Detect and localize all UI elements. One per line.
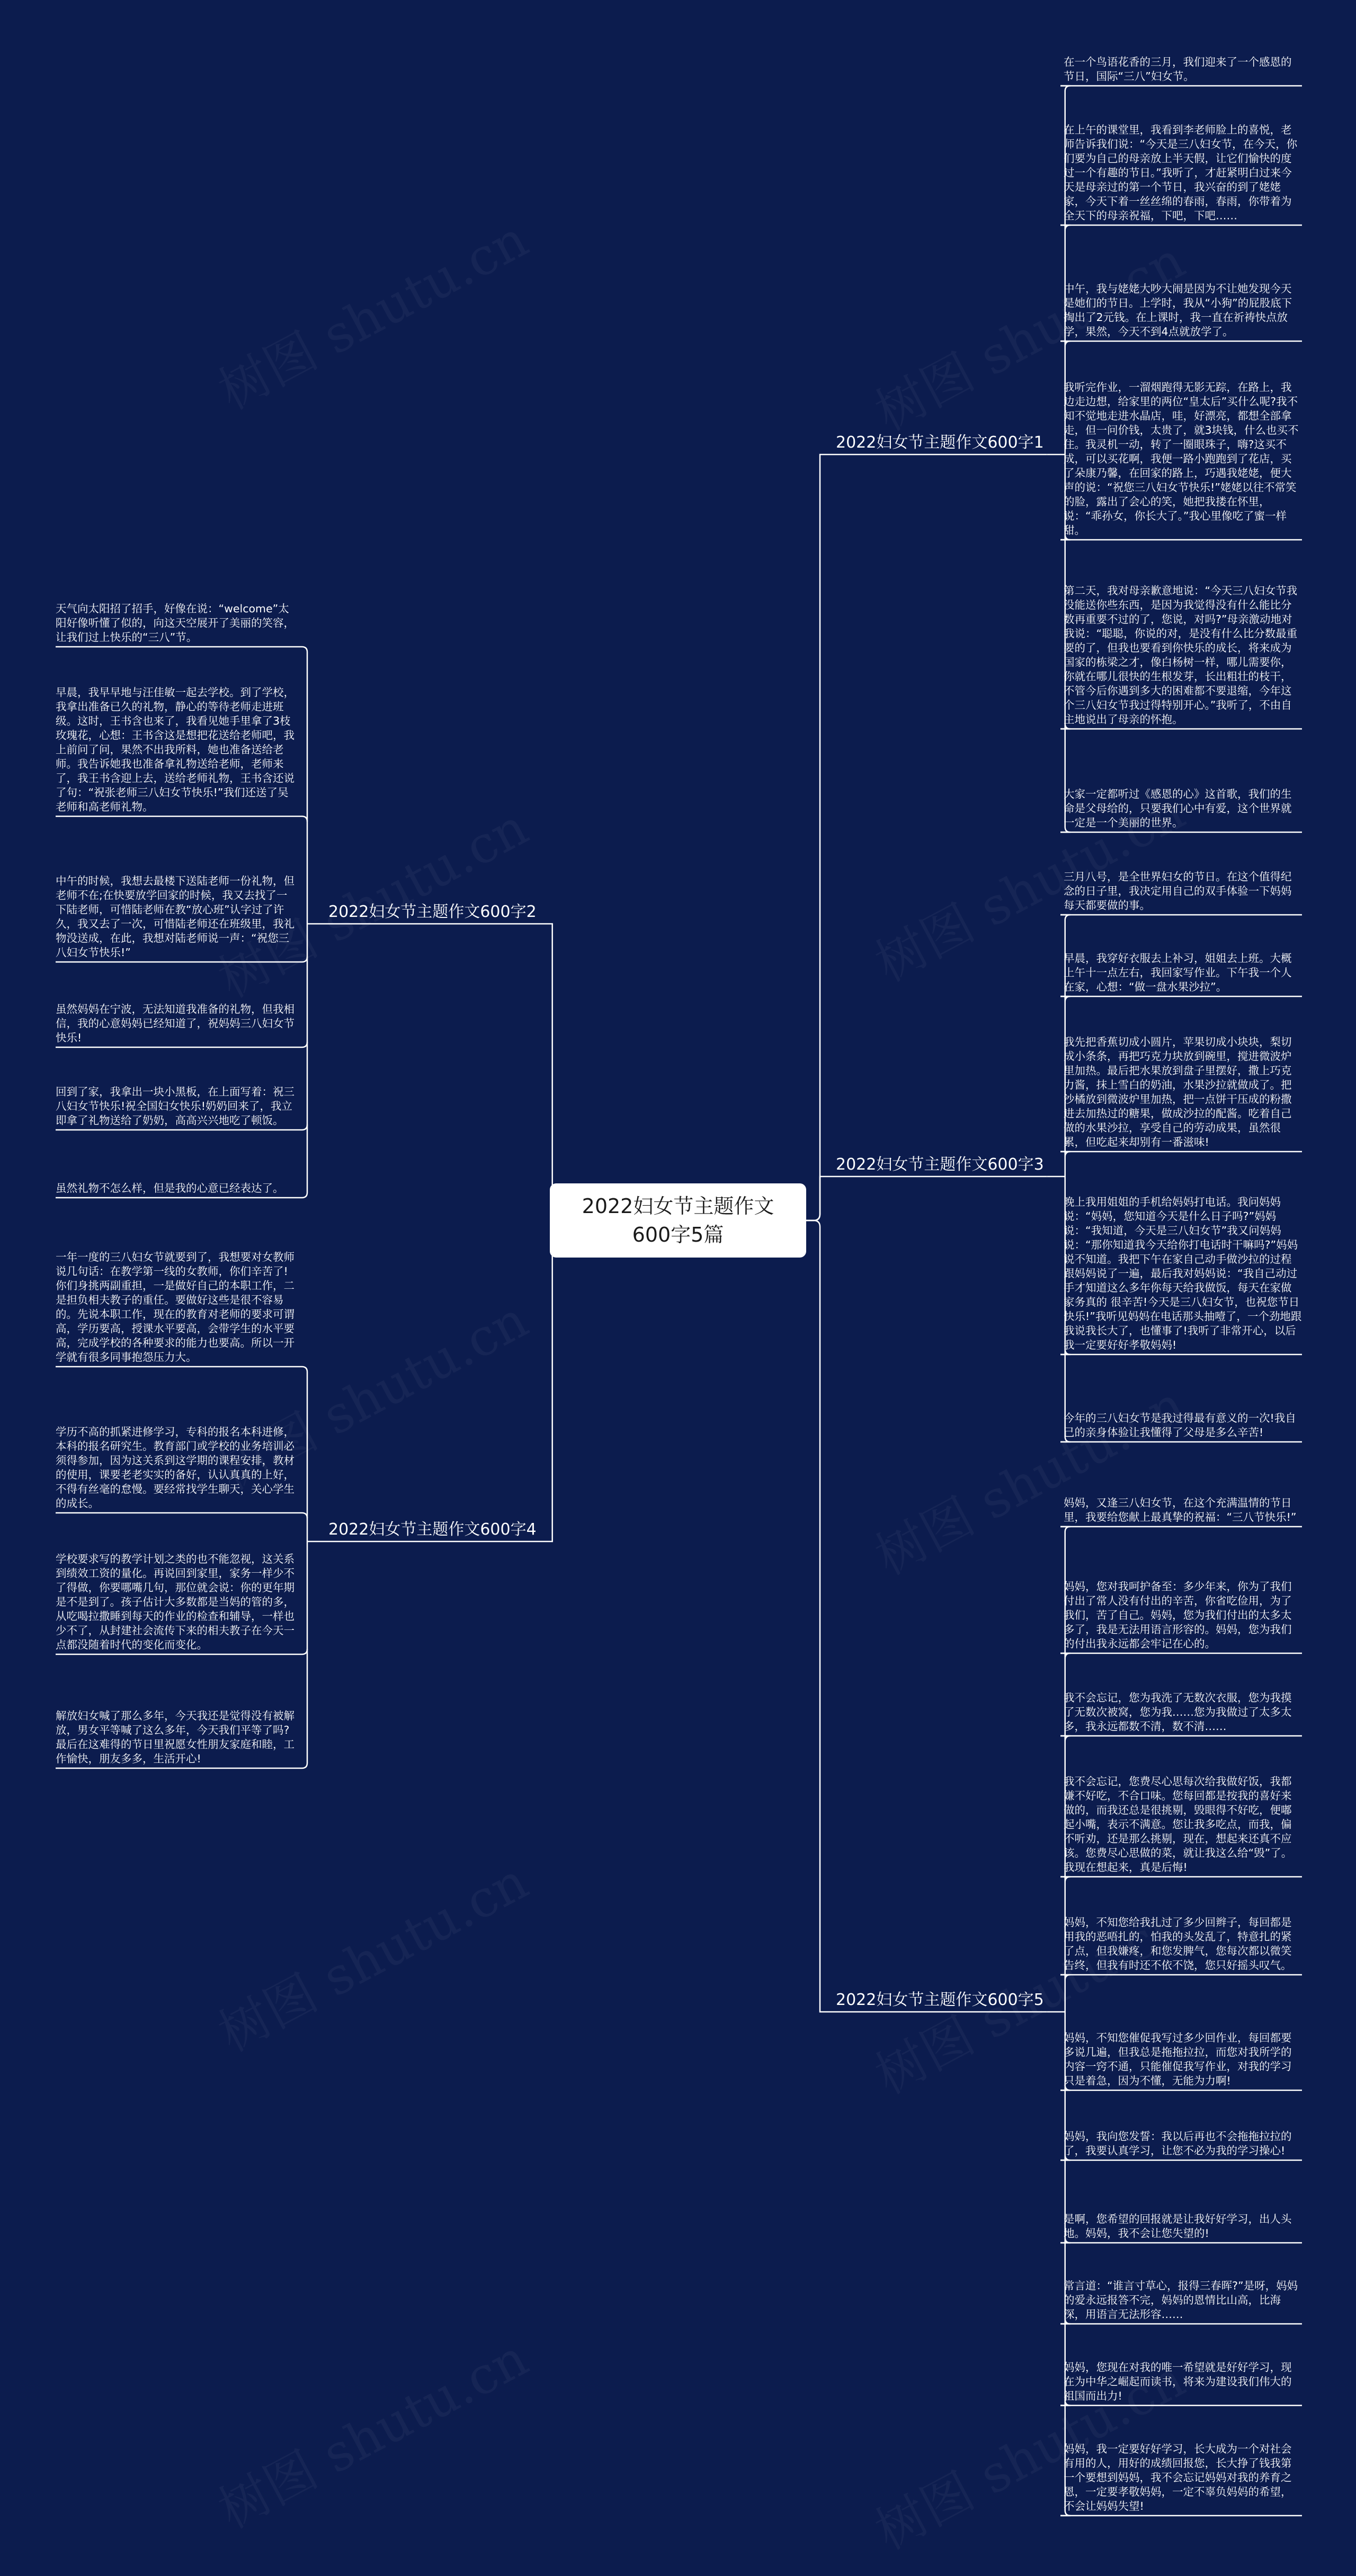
leaf-2-1: 天气向太阳招了招手，好像在说：“welcome”太阳好像听懂了似的，向这天空展开了美丽的笑容，让我们过上快乐的“三八”节。 [56,602,295,644]
branch-to-leaf-connector [298,1192,307,1198]
branch-to-leaf-connector [298,1649,307,1654]
branch-to-leaf-connector [298,816,307,822]
root-to-branch-connector [806,1220,1047,2012]
branch-label: 2022妇女节主题作文600字1 [836,433,1044,452]
leaf-5-2: 妈妈，您对我呵护备至：多少年来，你为了我们付出了常人没有付出的辛苦，你省吃俭用，为了我们，苦了自己。妈妈，您为我们付出的太多太多了，我是无法用语言形容的。妈妈，您为我们的付出我永远都会牢记在心的。 [1064,1580,1292,1650]
leaf-1-3: 中午，我与姥姥大吵大闹是因为不让她发现今天是她们的节日。上学时，我从“小狗”的屁股底下掏出了2元钱。在上课时，我一直在祈祷快点放学，果然，今天不到4点就放学了。 [1064,282,1292,338]
leaf-2-2: 早晨，我早早地与汪佳敏一起去学校。到了学校，我拿出准备已久的礼物，静心的等待老师走进班级。这时，王书含也来了，我看见她手里拿了3枝玫瑰花，心想：王书含这是想把花送给老师吧，我上前问了问，果然不出我所料，她也准备送给老师。我告诉她我也准备拿礼物送给老师，老师来了，我王书含迎上去，送给老师礼物，王书含还说了句：“祝张老师三八妇女节快乐!”我们还送了吴老师和高老师礼物。 [56,686,295,813]
branch-to-leaf-connector [298,1367,307,1372]
branch-to-leaf-connector [298,1513,307,1518]
leaf-3-3: 我先把香蕉切成小圆片，苹果切成小块块，梨切成小条条，再把巧克力块放到碗里，搅进微波炉里加热。最后把水果放到盘子里摆好，撒上巧克力酱，抹上雪白的奶油，水果沙拉就做成了。把沙橘放到微波炉里加热，把一点饼干压成的粉撒进去加热过的糖果，做成沙拉的配酱。吃着自己做的水果沙拉，享受自己的劳动成果，虽然很累，但吃起来却别有一番滋味! [1064,1036,1292,1148]
root-to-branch-connector [806,454,1047,1220]
leaf-5-6: 妈妈，不知您催促我写过多少回作业，每回都要多说几遍，但我总是拖拖拉拉，而您对我所学的内容一窍不通，只能催促我写作业，对我的学习只是着急，因为不懂，无能为力啊! [1064,2031,1292,2087]
leaf-2-5: 回到了家，我拿出一块小黑板，在上面写着：祝三八妇女节快乐!祝全国妇女快乐!奶奶回来了，我立即拿了礼物送给了奶奶，高高兴兴地吃了顿饭。 [56,1085,295,1127]
branch-label: 2022妇女节主题作文600字4 [328,1520,537,1539]
leaf-4-2: 学历不高的抓紧进修学习，专科的报名本科进修，本科的报名研究生。教育部门或学校的业务培训必须得参加，因为这关系到这学期的课程安排，教材的使用，课要老老实实的备好，认认真真的上好，不得有丝毫的怠慢。要经常找学生聊天，关心学生的成长。 [56,1425,295,1510]
root-to-branch-connector [806,1176,1047,1220]
root-to-branch-connector [325,1220,559,1541]
leaf-5-11: 妈妈，我一定要好好学习，长大成为一个对社会有用的人，用好的成绩回报您，长大挣了钱我第一个要想到妈妈，我不会忘记妈妈对我的养育之恩，一定要孝敬妈妈，一定不辜负妈妈的希望，不会让妈妈失望! [1064,2443,1292,2512]
leaf-4-4: 解放妇女喊了那么多年，今天我还是觉得没有被解放，男女平等喊了这么多年，今天我们平等了吗?最后在这难得的节日里祝愿女性朋友家庭和睦，工作愉快，朋友多多，生活开心! [56,1709,295,1765]
root-topic-label: 2022妇女节主题作文600字5篇 [582,1195,774,1246]
branch-to-leaf-connector [1060,915,1070,920]
leaf-2-3: 中午的时候，我想去最楼下送陆老师一份礼物，但老师不在;在快要放学回家的时候，我又去找了一下陆老师，可惜陆老师在教“放心班”认字过了许久，我又去了一次，可惜陆老师还在班级里，我礼物没送成，在此，我想对陆老师说一声：“祝您三八妇女节快乐!” [56,875,295,959]
leaf-5-8: 是啊，您希望的回报就是让我好好学习，出人头地。妈妈，我不会让您失望的! [1064,2213,1292,2240]
leaf-3-5: 今年的三八妇女节是我过得最有意义的一次!我自己的亲身体验让我懂得了父母是多么辛苦! [1064,1412,1296,1439]
leaf-3-1: 三月八号，是全世界妇女的节日。在这个值得纪念的日子里，我决定用自己的双手体验一下妈妈每天都要做的事。 [1064,870,1292,912]
branch-label: 2022妇女节主题作文600字2 [328,903,537,921]
leaf-2-4: 虽然妈妈在宁波，无法知道我准备的礼物，但我相信，我的心意妈妈已经知道了，祝妈妈三八妇女节快乐! [56,1003,295,1044]
branch-to-leaf-connector [298,647,307,652]
leaf-5-9: 常言道：“谁言寸草心，报得三春晖?”是呀，妈妈的爱永远报答不完，妈妈的恩情比山高，比海深，用语言无法形容…… [1064,2279,1298,2321]
branch-topic-1[interactable] [836,433,1044,452]
branch-label: 2022妇女节主题作文600字3 [836,1155,1044,1174]
leaf-3-2: 早晨，我穿好衣服去上补习，姐姐去上班。大概上午十一点左右，我回家写作业。下午我一个人在家，心想：“做一盘水果沙拉”。 [1064,952,1292,993]
branch-to-leaf-connector [298,1042,307,1047]
leaf-1-2: 在上午的课堂里，我看到李老师脸上的喜悦，老师告诉我们说：“今天是三八妇女节，在今天，你们要为自己的母亲放上半天假，让它们愉快的度过一个有趣的节日。”我听了，才赶紧明白过来今天是母亲过的第一个节日，我兴奋的到了姥姥家，今天下着一丝丝绵的春雨，春雨，你带着为全天下的母亲祝福，下吧，下吧…… [1064,123,1298,222]
branch-topic-5[interactable] [836,1991,1044,2010]
leaf-1-6: 大家一定都听过《感恩的心》这首歌，我们的生命是父母给的，只要我们心中有爱，这个世界就一定是一个美丽的世界。 [1064,788,1292,829]
leaf-5-7: 妈妈，我向您发誓：我以后再也不会拖拖拉拉的了，我要认真学习，让您不必为我的学习操心! [1064,2130,1292,2157]
leaf-1-1: 在一个鸟语花香的三月，我们迎来了一个感恩的节日，国际“三八”妇女节。 [1064,56,1292,83]
leaf-1-4: 我听完作业，一溜烟跑得无影无踪，在路上，我边走边想，给家里的两位“皇太后”买什么呢?我不知不觉地走进水晶店，哇，好漂亮，都想全部拿走，但一问价钱，太贵了，就3块钱，什么也买不住。我灵机一动，转了一圈眼珠子，嗨?这买不成，可以买花啊，我便一路小跑跑到了花店，买了朵康乃馨，在回家的路上，巧遇我姥姥，便大声的说：“祝您三八妇女节快乐!”姥姥以往不常笑的脸，露出了会心的笑，她把我搂在怀里，说：“乖孙女，你长大了。”我心里像吃了蜜一样甜。 [1064,381,1299,537]
leaf-5-1: 妈妈，又逢三八妇女节，在这个充满温情的节日里，我要给您献上最真挚的祝福：“三八节快乐!” [1064,1496,1297,1523]
leaf-3-4: 晚上我用姐姐的手机给妈妈打电话。我问妈妈说：“妈妈，您知道今天是什么日子吗?”妈妈说：“我知道，今天是三八妇女节”我又问妈妈说：“那你知道我今天给你打电话时干嘛吗?”妈妈说不知道。我把下午在家自己动手做沙拉的过程跟妈妈说了一遍，最后我对妈妈说：“我自己动过手才知道这么多年你每天给我做饭，每天在家做家务真的 很辛苦!今天是三八妇女节，也祝您节日快乐!”我听见妈妈在电话那头抽噎了，一个劲地跟我说我长大了，也懂事了!我听了非常开心，以后我一定要好好孝敬妈妈! [1064,1196,1302,1351]
branch-to-leaf-connector [1060,1527,1070,1532]
branch-topic-3[interactable] [836,1155,1044,1174]
branch-topic-4[interactable] [328,1520,537,1539]
leaf-5-5: 妈妈，不知您给我扎过了多少回辫子，每回都是用我的恶唔扎的，怕我的头发乱了，特意扎的紧了点，但我嫌疼，和您发脾气，您每次都以微笑告终，但我有时还不依不饶，您只好摇头叹气。 [1064,1916,1292,1972]
leaf-5-10: 妈妈，您现在对我的唯一希望就是好好学习，现在为中华之崛起而读书，将来为建设我们伟大的祖国而出力! [1064,2361,1292,2402]
branch-to-leaf-connector [1060,86,1070,91]
branch-to-leaf-connector [298,957,307,962]
branch-label: 2022妇女节主题作文600字5 [836,1991,1044,2009]
branch-topic-2[interactable] [328,903,537,922]
root-to-branch-connector [325,924,559,1220]
leaf-1-5: 第二天，我对母亲歉意地说：“今天三八妇女节我没能送你些东西，是因为我觉得没有什么能比分数再重要不过的了，您说，对吗?”母亲激动地对我说：“聪聪，你说的对，是没有什么比分数最重要的了，但我也要看到你快乐的成长，将来成为国家的栋梁之才，像白杨树一样，哪儿需要你，你就在哪儿很快的生根发芽，长出粗壮的枝干，不管今后你遇到多大的困难都不要退缩，今年这个三八妇女节我过得特别开心。”我听了，不由自主地说出了母亲的怀抱。 [1064,584,1298,726]
leaf-5-4: 我不会忘记，您费尽心思每次给我做好饭，我都嫌不好吃，不合口味。您每回都是按我的喜好来做的，而我还总是很挑剔，毁眼得不好吃，便嘟起小嘴，表示不满意。您让我多吃点，而我，偏不听劝，还是那么挑剔，现在，想起来还真不应该。您费尽心思做的菜，就让我这么给“毁”了。我现在想起来，真是后悔! [1064,1775,1292,1874]
leaf-4-1: 一年一度的三八妇女节就要到了，我想要对女教师说几句话：在教学第一线的女教师，你们辛苦了!你们身挑两副重担，一是做好自己的本职工作，二是担负相夫教子的重任。要做好这些是很不容易的。先说本职工作，现在的教育对老师的要求可谓高，学历要高，授课水平要高，会带学生的水平要高，完成学校的各种要求的能力也要高。所以一开学就有很多同事抱怨压力大。 [56,1251,295,1363]
root-topic[interactable] [550,1183,806,1258]
leaf-2-6: 虽然礼物不怎么样，但是我的心意已经表达了。 [56,1182,284,1195]
leaf-4-3: 学校要求写的教学计划之类的也不能忽视，这关系到绩效工资的量化。再说回到家里，家务一样少不了得做，你要哪嘴几句，那位就会说：你的更年期是不是到了。孩子估计大多数都是当妈的管的多，从吃喝拉撒睡到每天的作业的检查和辅导，一样也少不了，从封建社会流传下来的相夫教子在今天一点都没随着时代的变化而变化。 [56,1553,295,1651]
branch-to-leaf-connector [298,1125,307,1130]
leaf-5-3: 我不会忘记，您为我洗了无数次衣服，您为我摸了无数次被窝，您为我……您为我做过了太多太多，我永远都数不清，数不清…… [1064,1691,1292,1733]
branch-to-leaf-connector [298,1763,307,1768]
